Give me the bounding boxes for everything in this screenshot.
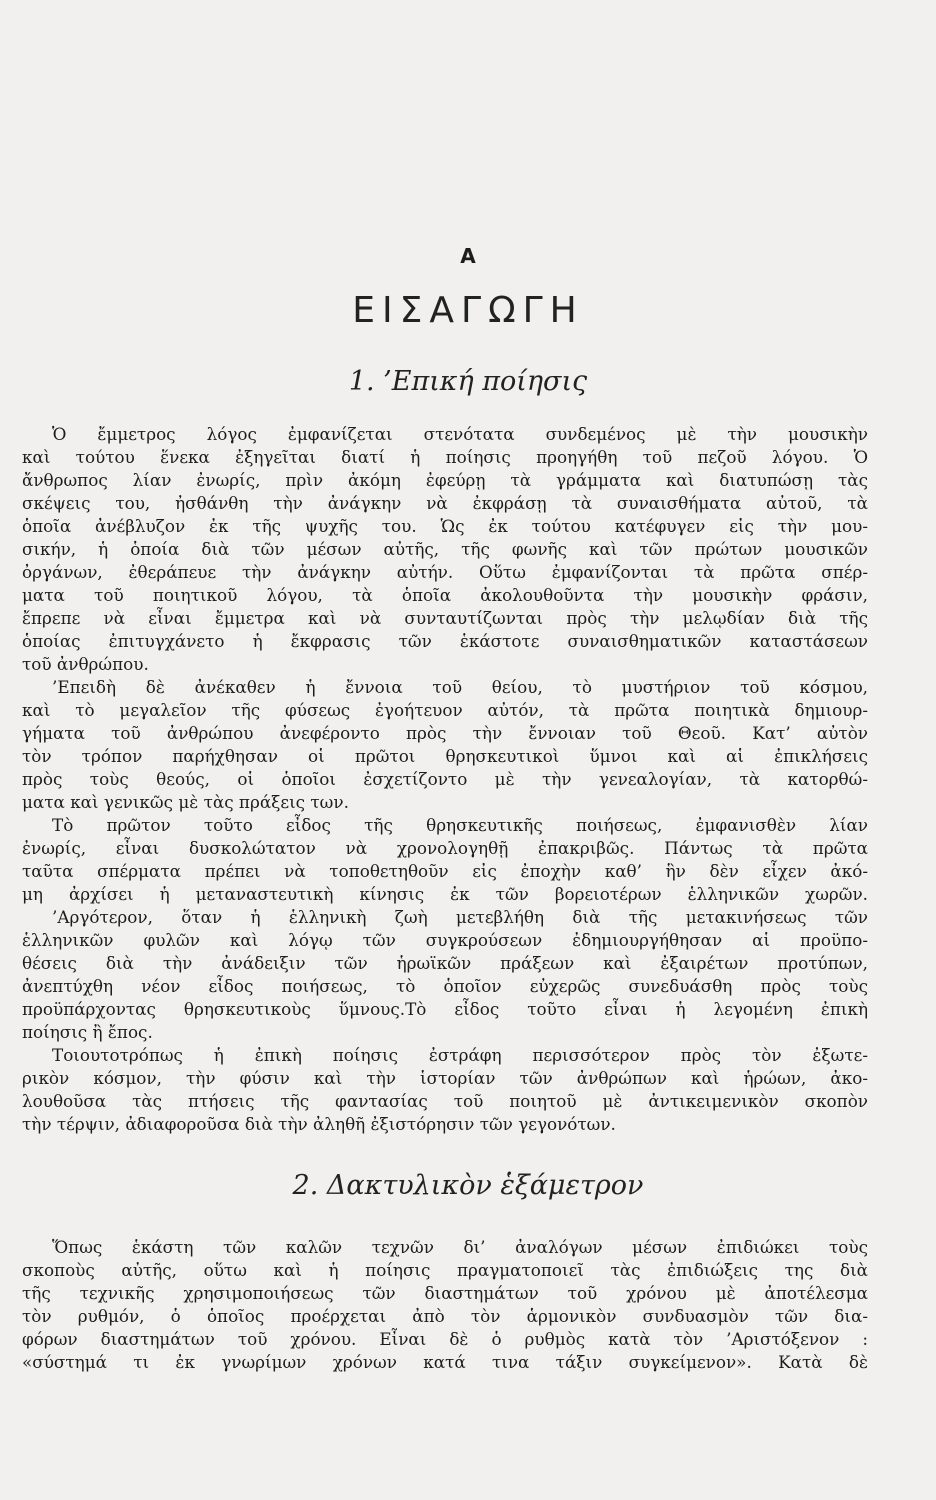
section-1-heading: 1. ’Επική ποίησις bbox=[348, 366, 588, 397]
text-line: ρικὸν κόσμον, τὴν φύσιν καὶ τὴν ἱστορίαν τῶν ἀνθρώπων καὶ ἡρώων, ἀκο- bbox=[22, 1068, 868, 1088]
text-line: τὸν τρόπον παρήχθησαν οἱ πρῶτοι θρησκευτικοὶ ὕμνοι καὶ αἱ ἐπικλήσεις bbox=[22, 746, 868, 766]
text-line: προϋπάρχοντας θρησκευτικοὺς ὕμνους.Τὸ εἶδος τοῦτο εἶναι ἡ λεγομένη ἐπικὴ bbox=[22, 999, 868, 1019]
text-line: ἀνεπτύχθη νέον εἶδος ποιήσεως, τὸ ὁποῖον εὐχερῶς συνεδυάσθη πρὸς τοὺς bbox=[22, 976, 868, 996]
text-line: φόρων διαστημάτων τοῦ χρόνου. Εἶναι δὲ ὁ ρυθμὸς κατὰ τὸν ’Αριστόξενον : bbox=[22, 1329, 868, 1349]
text-line: τοῦ ἀνθρώπου. bbox=[22, 654, 149, 674]
section-2-heading: 2. Δακτυλικὸν ἑξάμετρον bbox=[292, 1170, 644, 1201]
text-line: ἑλληνικῶν φυλῶν καὶ λόγῳ τῶν συγκρούσεων ἐδημιουργήθησαν αἱ προϋπο- bbox=[22, 930, 868, 950]
text-line: τῆς τεχνικῆς χρησιμοποιήσεως τῶν διαστημάτων τοῦ χρόνου μὲ ἀποτέλεσμα bbox=[22, 1283, 868, 1303]
text-line: ’Επειδὴ δὲ ἀνέκαθεν ἡ ἔννοια τοῦ θείου, τὸ μυστήριον τοῦ κόσμου, bbox=[52, 677, 868, 697]
text-line: ὀργάνων, ἐθεράπευε τὴν ἀνάγκην αὐτήν. Οὕτω ἐμφανίζονται τὰ πρῶτα σπέρ- bbox=[22, 562, 868, 582]
text-line: λουθοῦσα τὰς πτήσεις τῆς φαντασίας τοῦ ποιητοῦ μὲ ἀντικειμενικὸν σκοπὸν bbox=[22, 1091, 868, 1111]
text-line: καὶ τὸ μεγαλεῖον τῆς φύσεως ἐγοήτευον αὐτόν, τὰ πρῶτα ποιητικὰ δημιουρ- bbox=[22, 700, 868, 720]
text-line: τὴν τέρψιν, ἀδιαφοροῦσα διὰ τὴν ἀληθῆ ἐξιστόρησιν τῶν γεγονότων. bbox=[22, 1114, 616, 1134]
text-line: ματα τοῦ ποιητικοῦ λόγου, τὰ ὁποῖα ἀκολουθοῦντα τὴν μουσικὴν φράσιν, bbox=[22, 585, 868, 605]
text-line: «σύστημά τι ἐκ γνωρίμων χρόνων κατά τινα τάξιν συγκείμενον». Κατὰ δὲ bbox=[22, 1352, 868, 1372]
text-line: ματα καὶ γενικῶς μὲ τὰς πράξεις των. bbox=[22, 792, 349, 812]
text-line: ἐνωρίς, εἶναι δυσκολώτατον νὰ χρονολογηθῇ ἐπακριβῶς. Πάντως τὰ πρῶτα bbox=[22, 838, 868, 858]
text-line: Τοιουτοτρόπως ἡ ἐπικὴ ποίησις ἐστράφη περισσότερον πρὸς τὸν ἐξωτε- bbox=[52, 1045, 868, 1065]
chapter-title: ΕΙΣΑΓΩΓΗ bbox=[352, 290, 584, 331]
text-line: γήματα τοῦ ἀνθρώπου ἀνεφέροντο πρὸς τὴν ἔννοιαν τοῦ Θεοῦ. Κατ’ αὐτὸν bbox=[22, 723, 868, 743]
text-line: μη ἀρχίσει ἡ μεταναστευτικὴ κίνησις ἐκ τῶν βορειοτέρων ἑλληνικῶν χωρῶν. bbox=[22, 884, 868, 904]
text-line: ὁποῖα ἀνέβλυζον ἐκ τῆς ψυχῆς του. Ὡς ἐκ τούτου κατέφυγεν εἰς τὴν μου- bbox=[22, 516, 868, 536]
text-line: ὁποίας ἐπιτυγχάνετο ἡ ἔκφρασις τῶν ἑκάστοτε συναισθηματικῶν καταστάσεων bbox=[22, 631, 868, 651]
text-line: σικήν, ἡ ὁποία διὰ τῶν μέσων αὐτῆς, τῆς φωνῆς καὶ τῶν πρώτων μουσικῶν bbox=[22, 539, 868, 559]
text-line: καὶ τούτου ἕνεκα ἐξηγεῖται διατί ἡ ποίησις προηγήθη τοῦ πεζοῦ λόγου. Ὁ bbox=[22, 447, 868, 467]
text-line: Ὅπως ἑκάστη τῶν καλῶν τεχνῶν δι’ ἀναλόγων μέσων ἐπιδιώκει τοὺς bbox=[52, 1237, 868, 1257]
text-line: ποίησις ἢ ἔπος. bbox=[22, 1022, 153, 1042]
text-line: ’Αργότερον, ὅταν ἡ ἑλληνικὴ ζωὴ μετεβλήθη διὰ τῆς μετακινήσεως τῶν bbox=[52, 907, 868, 927]
text-line: ταῦτα σπέρματα πρέπει νὰ τοποθετηθοῦν εἰς ἐποχὴν καθ’ ἣν δὲν εἶχεν ἀκό- bbox=[22, 861, 868, 881]
section-2-body bbox=[22, 1236, 868, 1374]
chapter-letter: Α bbox=[460, 244, 476, 268]
text-line: Ὁ ἔμμετρος λόγος ἐμφανίζεται στενότατα συνδεμένος μὲ τὴν μουσικὴν bbox=[52, 424, 868, 444]
text-line: σκοποὺς αὐτῆς, οὕτω καὶ ἡ ποίησις πραγματοποιεῖ τὰς ἐπιδιώξεις της διὰ bbox=[22, 1260, 868, 1280]
text-line: τὸν ρυθμόν, ὁ ὁποῖος προέρχεται ἀπὸ τὸν ἁρμονικὸν συνδυασμὸν τῶν δια- bbox=[22, 1306, 868, 1326]
text-line: Τὸ πρῶτον τοῦτο εἶδος τῆς θρησκευτικῆς ποιήσεως, ἐμφανισθὲν λίαν bbox=[52, 815, 868, 835]
text-line: θέσεις διὰ τὴν ἀνάδειξιν τῶν ἡρωϊκῶν πράξεων καὶ ἐξαιρέτων προτύπων, bbox=[22, 953, 868, 973]
section-1-body bbox=[22, 423, 868, 1136]
text-line: ἔπρεπε νὰ εἶναι ἔμμετρα καὶ νὰ συνταυτίζωνται πρὸς τὴν μελῳδίαν διὰ τῆς bbox=[22, 608, 868, 628]
text-line: πρὸς τοὺς θεούς, οἱ ὁποῖοι ἐσχετίζοντο μὲ τὴν γενεαλογίαν, τὰ κατορθώ- bbox=[22, 769, 868, 789]
text-line: σκέψεις του, ἠσθάνθη τὴν ἀνάγκην νὰ ἐκφράσῃ τὰ συναισθήματα αὐτοῦ, τὰ bbox=[22, 493, 868, 513]
text-line: ἄνθρωπος λίαν ἐνωρίς, πρὶν ἀκόμη ἐφεύρῃ τὰ γράμματα καὶ διατυπώσῃ τὰς bbox=[22, 470, 868, 490]
